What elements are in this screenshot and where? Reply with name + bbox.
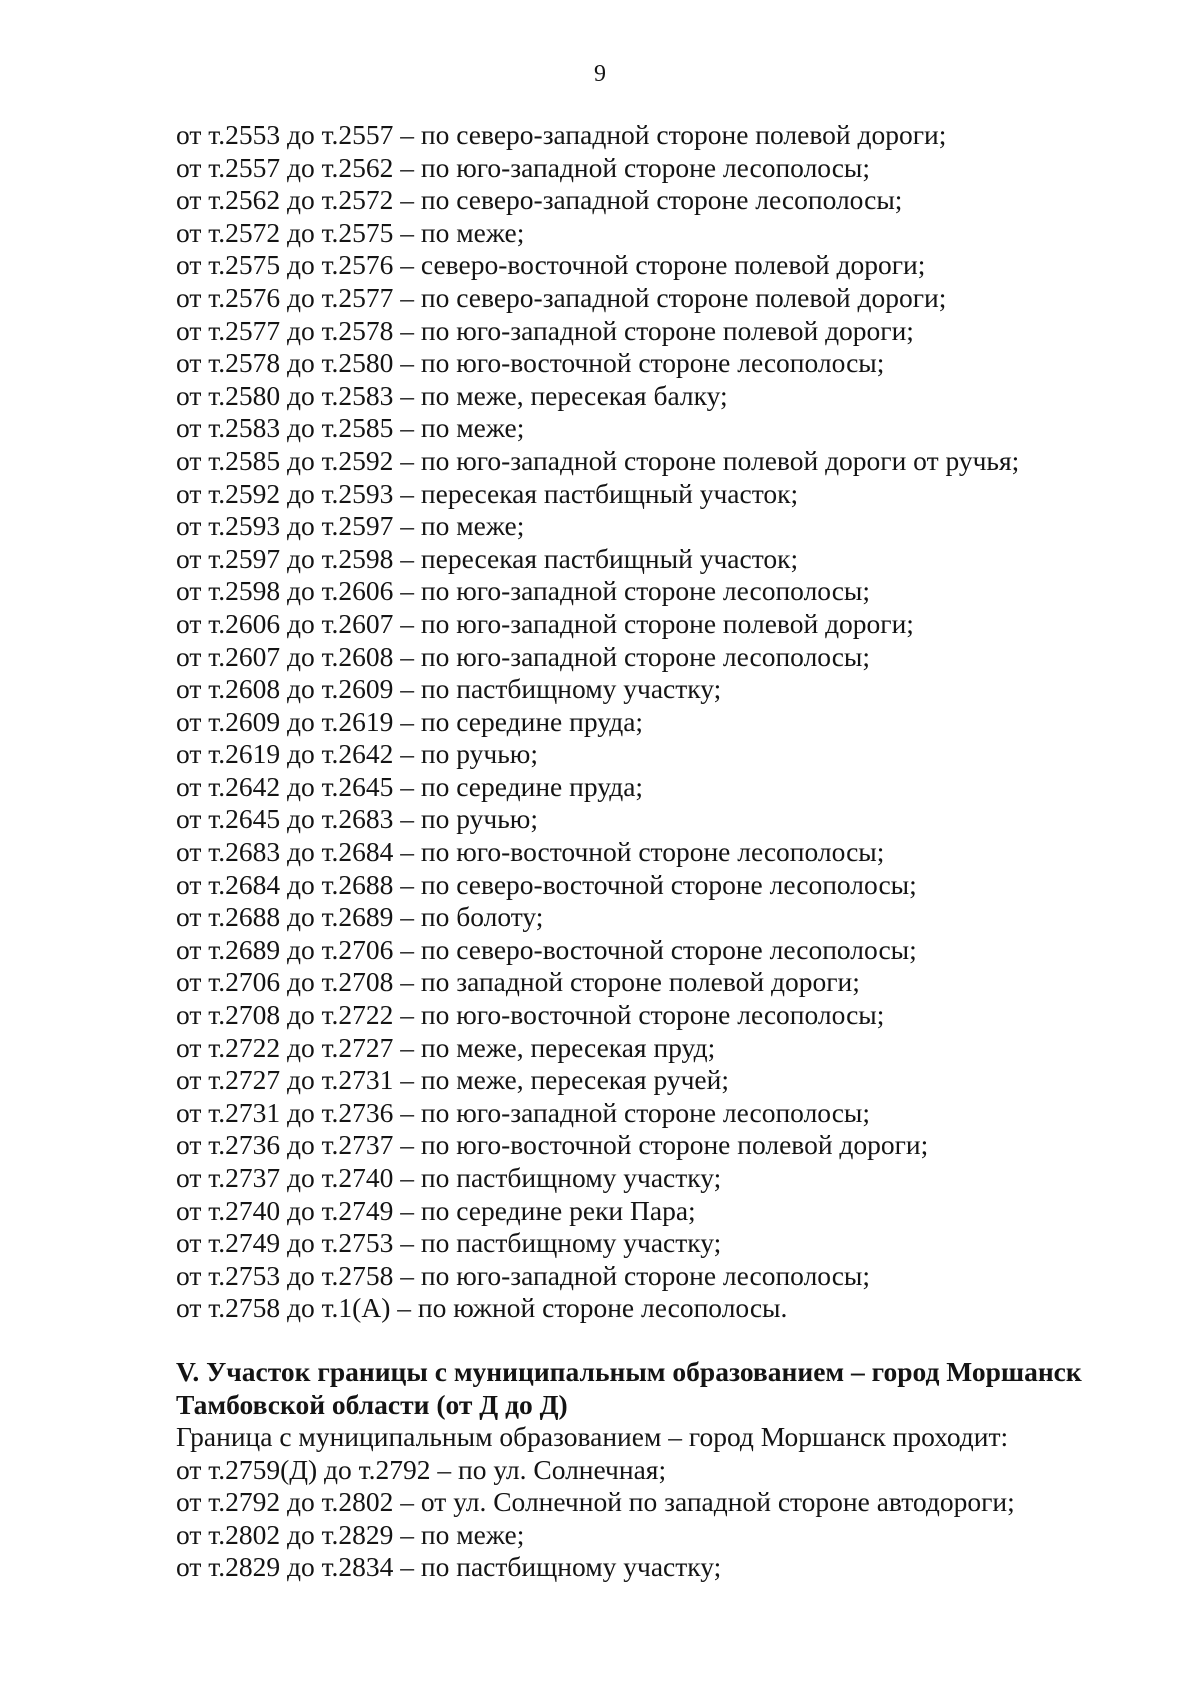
boundary-line: от т.2578 до т.2580 – по юго-восточной стороне лесополосы; bbox=[176, 347, 885, 379]
boundary-line: от т.2609 до т.2619 – по середине пруда; bbox=[176, 705, 644, 737]
boundary-line: от т.2688 до т.2689 – по болоту; bbox=[176, 901, 544, 933]
boundary-line: от т.2577 до т.2578 – по юго-западной стороне полевой дороги; bbox=[176, 314, 914, 346]
boundary-line: от т.2642 до т.2645 – по середине пруда; bbox=[176, 770, 644, 802]
boundary-line: от т.2583 до т.2585 – по меже; bbox=[176, 412, 525, 444]
boundary-line: от т.2580 до т.2583 – по меже, пересекая балку; bbox=[176, 379, 728, 411]
section-v-body bbox=[176, 1421, 1156, 1584]
boundary-line: от т.2576 до т.2577 – по северо-западной стороне полевой дороги; bbox=[176, 281, 947, 313]
boundary-line: от т.2607 до т.2608 – по юго-западной стороне лесополосы; bbox=[176, 640, 871, 672]
section-v-intro: Граница с муниципальным образованием – город Моршанск проходит: bbox=[176, 1420, 1009, 1452]
boundary-line: от т.2758 до т.1(А) – по южной стороне лесополосы. bbox=[176, 1292, 788, 1324]
boundary-line: от т.2727 до т.2731 – по меже, пересекая ручей; bbox=[176, 1064, 729, 1096]
document-body bbox=[176, 119, 1156, 1584]
boundary-line: от т.2597 до т.2598 – пересекая пастбищный участок; bbox=[176, 542, 799, 574]
section-v-line: от т.2829 до т.2834 – по пастбищному участку; bbox=[176, 1551, 722, 1583]
boundary-line: от т.2562 до т.2572 – по северо-западной стороне лесополосы; bbox=[176, 184, 903, 216]
boundary-line: от т.2706 до т.2708 – по западной стороне полевой дороги; bbox=[176, 966, 860, 998]
boundary-line: от т.2731 до т.2736 – по юго-западной стороне лесополосы; bbox=[176, 1096, 871, 1128]
boundary-line: от т.2737 до т.2740 – по пастбищному участку; bbox=[176, 1162, 722, 1193]
boundary-line: от т.2557 до т.2562 – по юго-западной стороне лесополосы; bbox=[176, 151, 871, 183]
section-v-heading-line-1: V. Участок границы с муниципальным образованием – город Моршанск bbox=[176, 1355, 1082, 1387]
boundary-line: от т.2553 до т.2557 – по северо-западной стороне полевой дороги; bbox=[176, 119, 947, 150]
boundary-line: от т.2592 до т.2593 – пересекая пастбищный участок; bbox=[176, 477, 799, 509]
boundary-line: от т.2645 до т.2683 – по ручью; bbox=[176, 803, 538, 835]
section-v-heading bbox=[176, 1355, 1156, 1421]
boundary-line: от т.2683 до т.2684 – по юго-восточной стороне лесополосы; bbox=[176, 836, 885, 868]
section-v-line: от т.2802 до т.2829 – по меже; bbox=[176, 1518, 525, 1550]
boundary-line: от т.2736 до т.2737 – по юго-восточной стороне полевой дороги; bbox=[176, 1129, 929, 1161]
boundary-line: от т.2708 до т.2722 – по юго-восточной стороне лесополосы; bbox=[176, 999, 885, 1031]
section-v-line: от т.2792 до т.2802 – от ул. Солнечной по западной стороне автодороги; bbox=[176, 1486, 1015, 1518]
section-v-heading-line-2: Тамбовской области (от Д до Д) bbox=[176, 1388, 568, 1420]
boundary-line: от т.2585 до т.2592 – по юго-западной стороне полевой дороги от ручья; bbox=[176, 444, 1020, 476]
boundary-line: от т.2740 до т.2749 – по середине реки Пара; bbox=[176, 1194, 696, 1226]
boundary-line: от т.2722 до т.2727 – по меже, пересекая пруд; bbox=[176, 1031, 716, 1063]
boundary-line: от т.2598 до т.2606 – по юго-западной стороне лесополосы; bbox=[176, 575, 871, 607]
boundary-line: от т.2593 до т.2597 – по меже; bbox=[176, 510, 525, 542]
boundary-line: от т.2606 до т.2607 – по юго-западной стороне полевой дороги; bbox=[176, 607, 914, 639]
section-v-line: от т.2759(Д) до т.2792 – по ул. Солнечная; bbox=[176, 1453, 667, 1485]
boundary-line: от т.2684 до т.2688 – по северо-восточной стороне лесополосы; bbox=[176, 868, 917, 900]
boundary-line: от т.2689 до т.2706 – по северо-восточной стороне лесополосы; bbox=[176, 933, 917, 965]
page-number: 9 bbox=[594, 61, 606, 87]
boundary-line: от т.2575 до т.2576 – северо-восточной стороне полевой дороги; bbox=[176, 249, 926, 281]
boundary-line: от т.2753 до т.2758 – по юго-западной стороне лесополосы; bbox=[176, 1259, 871, 1291]
boundary-line: от т.2608 до т.2609 – по пастбищному участку; bbox=[176, 673, 722, 705]
boundary-line: от т.2749 до т.2753 – по пастбищному участку; bbox=[176, 1227, 722, 1259]
boundary-line: от т.2619 до т.2642 – по ручью; bbox=[176, 738, 538, 770]
boundary-list bbox=[176, 119, 1156, 1325]
boundary-line: от т.2572 до т.2575 – по меже; bbox=[176, 216, 525, 248]
